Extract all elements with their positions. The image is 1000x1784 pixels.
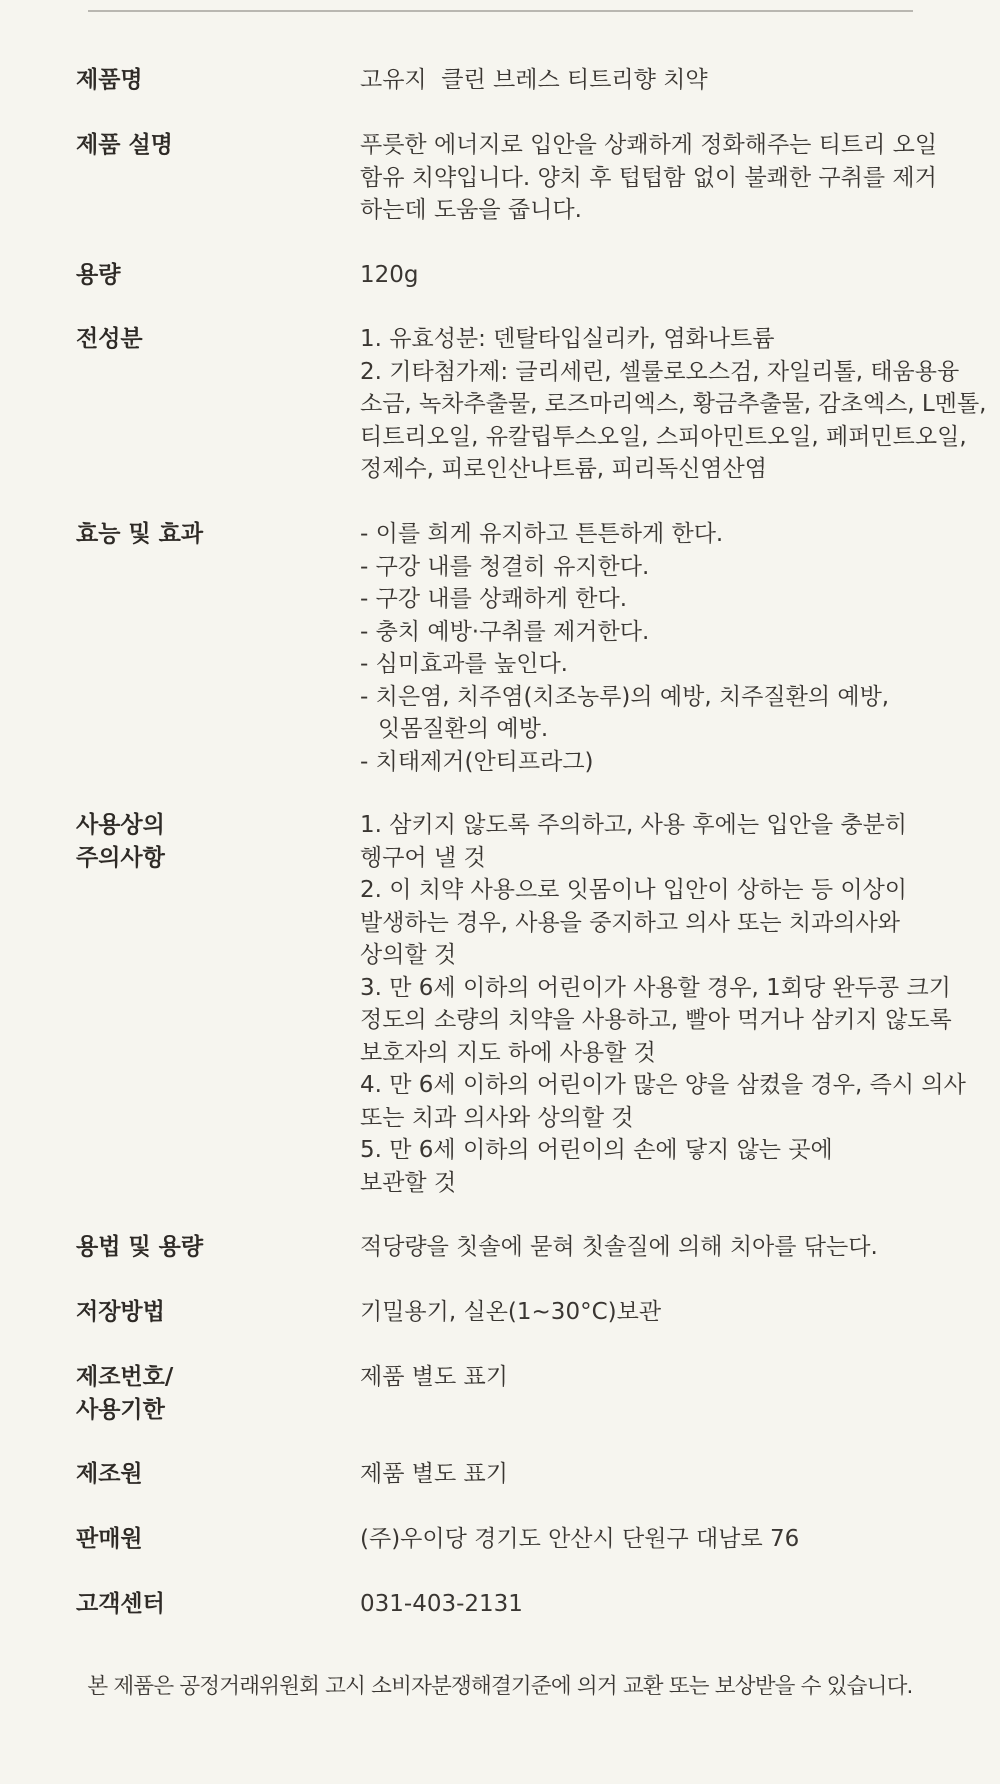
description-line: 함유 치약입니다. 양치 후 텁텁함 없이 불쾌한 구취를 제거 xyxy=(360,164,937,191)
precautions-line: 보호자의 지도 하에 사용할 것 xyxy=(360,1039,656,1066)
efficacy-line: - 심미효과를 높인다. xyxy=(360,651,568,677)
precautions-line: 3. 만 6세 이하의 어린이가 사용할 경우, 1회당 완두콩 크기 xyxy=(360,974,951,1001)
precautions-label-line: 주의사항 xyxy=(76,845,165,871)
ingredients-line: 정제수, 피로인산나트륨, 피리독신염산염 xyxy=(360,456,767,482)
lot-label-line: 사용기한 xyxy=(76,1397,165,1423)
value-capacity: 120g xyxy=(360,262,419,288)
notice-text: 본 제품은 공정거래위원회 고시 소비자분쟁해결기준에 의거 교환 또는 보상받을 수 있습니다. xyxy=(87,1674,913,1699)
description-line: 하는데 도움을 줍니다. xyxy=(360,197,582,223)
value-usage: 적당량을 칫솔에 묻혀 칫솔질에 의해 치아를 닦는다. xyxy=(360,1234,878,1260)
value-seller: (주)우이당 경기도 안산시 단원구 대남로 76 xyxy=(360,1526,800,1552)
precautions-line: 발생하는 경우, 사용을 중지하고 의사 또는 치과의사와 xyxy=(360,909,900,936)
precautions-line: 헹구어 낼 것 xyxy=(360,844,486,871)
efficacy-line: - 구강 내를 상쾌하게 한다. xyxy=(360,586,628,612)
label-usage: 용법 및 용량 xyxy=(76,1234,204,1260)
label-storage: 저장방법 xyxy=(76,1299,165,1325)
value-manufacturer: 제품 별도 표기 xyxy=(360,1461,508,1487)
label-description: 제품 설명 xyxy=(76,132,173,158)
precautions-label-line: 사용상의 xyxy=(76,812,165,838)
precautions-line: 4. 만 6세 이하의 어린이가 많은 양을 삼켰을 경우, 즉시 의사 xyxy=(360,1072,966,1098)
description-line: 푸릇한 에너지로 입안을 상쾌하게 정화해주는 티트리 오일 xyxy=(360,132,938,158)
label-lot-expiry xyxy=(76,1361,336,1427)
label-ingredients: 전성분 xyxy=(76,326,143,352)
efficacy-line: - 충치 예방·구취를 제거한다. xyxy=(360,618,650,645)
value-description xyxy=(360,129,990,227)
ingredients-line: 1. 유효성분: 덴탈타입실리카, 염화나트륨 xyxy=(360,326,775,352)
precautions-line: 상의할 것 xyxy=(360,942,457,968)
precautions-line: 또는 치과 의사와 상의할 것 xyxy=(360,1104,634,1131)
value-ingredients xyxy=(360,323,990,486)
efficacy-line: - 이를 희게 유지하고 튼튼하게 한다. xyxy=(360,521,724,547)
value-product-name: 고유지 클린 브레스 티트리향 치약 xyxy=(360,67,708,93)
precautions-line: 보관할 것 xyxy=(360,1169,457,1196)
efficacy-line: - 치은염, 치주염(치조농루)의 예방, 치주질환의 예방, xyxy=(360,683,890,710)
label-manufacturer: 제조원 xyxy=(76,1461,143,1487)
value-precautions xyxy=(360,809,990,1199)
precautions-line: 5. 만 6세 이하의 어린이의 손에 닿지 않는 곳에 xyxy=(360,1137,833,1163)
efficacy-line: - 치태제거(안티프라그) xyxy=(360,748,594,775)
top-divider xyxy=(88,10,913,12)
precautions-line: 1. 삼키지 않도록 주의하고, 사용 후에는 입안을 충분히 xyxy=(360,812,908,838)
value-storage: 기밀용기, 실온(1~30°C)보관 xyxy=(360,1299,662,1325)
label-seller: 판매원 xyxy=(76,1526,143,1552)
ingredients-line: 2. 기타첨가제: 글리세린, 셀룰로오스검, 자일리톨, 태움용융 xyxy=(360,358,960,385)
efficacy-line: 잇몸질환의 예방. xyxy=(378,716,549,742)
label-capacity: 용량 xyxy=(76,262,121,288)
ingredients-line: 티트리오일, 유칼립투스오일, 스피아민트오일, 페퍼민트오일, xyxy=(360,423,967,450)
value-lot-expiry: 제품 별도 표기 xyxy=(360,1364,508,1390)
label-customer-center: 고객센터 xyxy=(76,1591,165,1617)
value-customer-center: 031-403-2131 xyxy=(360,1591,523,1617)
ingredients-line: 소금, 녹차추출물, 로즈마리엑스, 황금추출물, 감초엑스, L멘톨, xyxy=(360,391,987,417)
efficacy-line: - 구강 내를 청결히 유지한다. xyxy=(360,553,650,580)
precautions-line: 2. 이 치약 사용으로 잇몸이나 입안이 상하는 등 이상이 xyxy=(360,877,908,903)
label-product-name: 제품명 xyxy=(76,67,143,93)
precautions-line: 정도의 소량의 치약을 사용하고, 빨아 먹거나 삼키지 않도록 xyxy=(360,1007,952,1033)
value-efficacy xyxy=(360,518,990,778)
lot-label-line: 제조번호/ xyxy=(76,1364,174,1390)
label-precautions xyxy=(76,809,336,875)
label-efficacy: 효능 및 효과 xyxy=(76,521,204,547)
